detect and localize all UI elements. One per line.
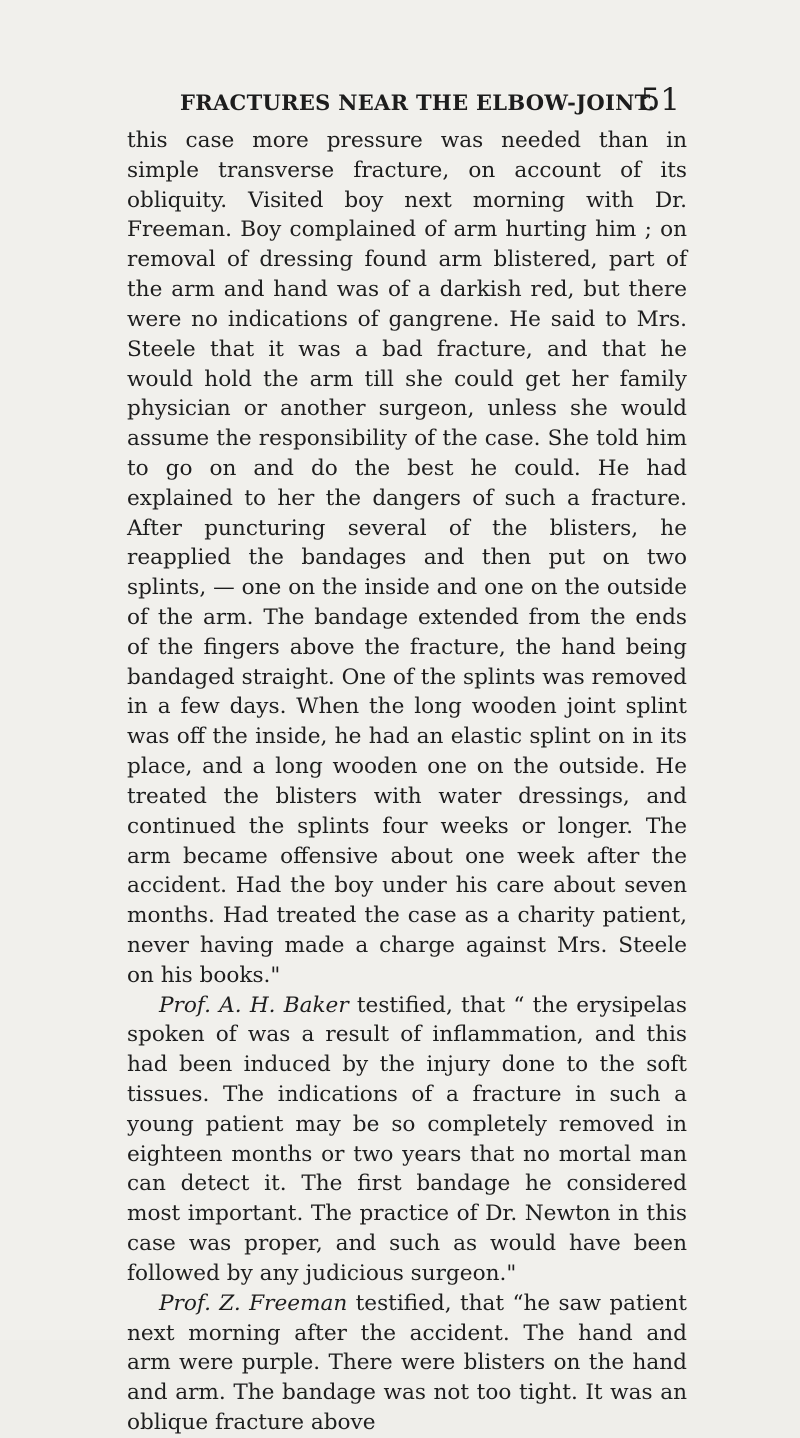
paragraph-baker-testimony xyxy=(127,991,687,1289)
body-text xyxy=(127,126,687,1438)
paragraph-freeman-testimony xyxy=(127,1289,687,1438)
witness-name: Prof. A. H. Baker xyxy=(159,992,349,1018)
witness-name: Prof. Z. Freeman xyxy=(159,1290,348,1316)
testimony-text: testified, that “he saw patient next morning after the accident. The hand and arm were purple. There were blisters on the hand and arm. The bandage was not too tight. It was an oblique fracture above xyxy=(127,1290,687,1435)
paragraph-continuation: this case more pressure was needed than in simple transverse fracture, on account of its obliquity. Visited boy next morning with Dr. Freeman. Boy complained of arm hurting him ; on removal of dressing found arm blistered, part of the arm and hand was of a darkish red, but there were no indications of gangrene. He said to Mrs. Steele that it was a bad fracture, and that he would hold the arm till she could get her family physician or another surgeon, unless she would assume the responsibility of the case. She told him to go on and do the best he could. He had explained to her the dangers of such a fracture. After puncturing several of the blisters, he reapplied the bandages and then put on two splints, — one on the inside and one on the outside of the arm. The bandage extended from the ends of the fingers above the fracture, the hand being bandaged straight. One of the splints was removed in a few days. When the long wooden joint splint was off the inside, he had an elastic splint on in its place, and a long wooden one on the outside. He treated the blisters with water dressings, and continued the splints four weeks or longer. The arm became offensive about one week after the accident. Had the boy under his care about seven months. Had treated the case as a charity patient, never having made a charge against Mrs. Steele on his books." xyxy=(127,128,687,988)
page-number: 51 xyxy=(640,82,680,118)
running-title: FRACTURES NEAR THE ELBOW-JOINT. xyxy=(180,90,656,115)
running-head xyxy=(120,82,680,120)
testimony-text: testified, that “ the erysipelas spoken of was a result of inflammation, and this had been induced by the injury done to the soft tissues. The indications of a fracture in such a young patient may be so completely removed in eighteen months or two years that no mortal man can detect it. The first bandage he considered most important. The practice of Dr. Newton in this case was proper, and such as would have been followed by any judicious surgeon." xyxy=(127,992,687,1286)
